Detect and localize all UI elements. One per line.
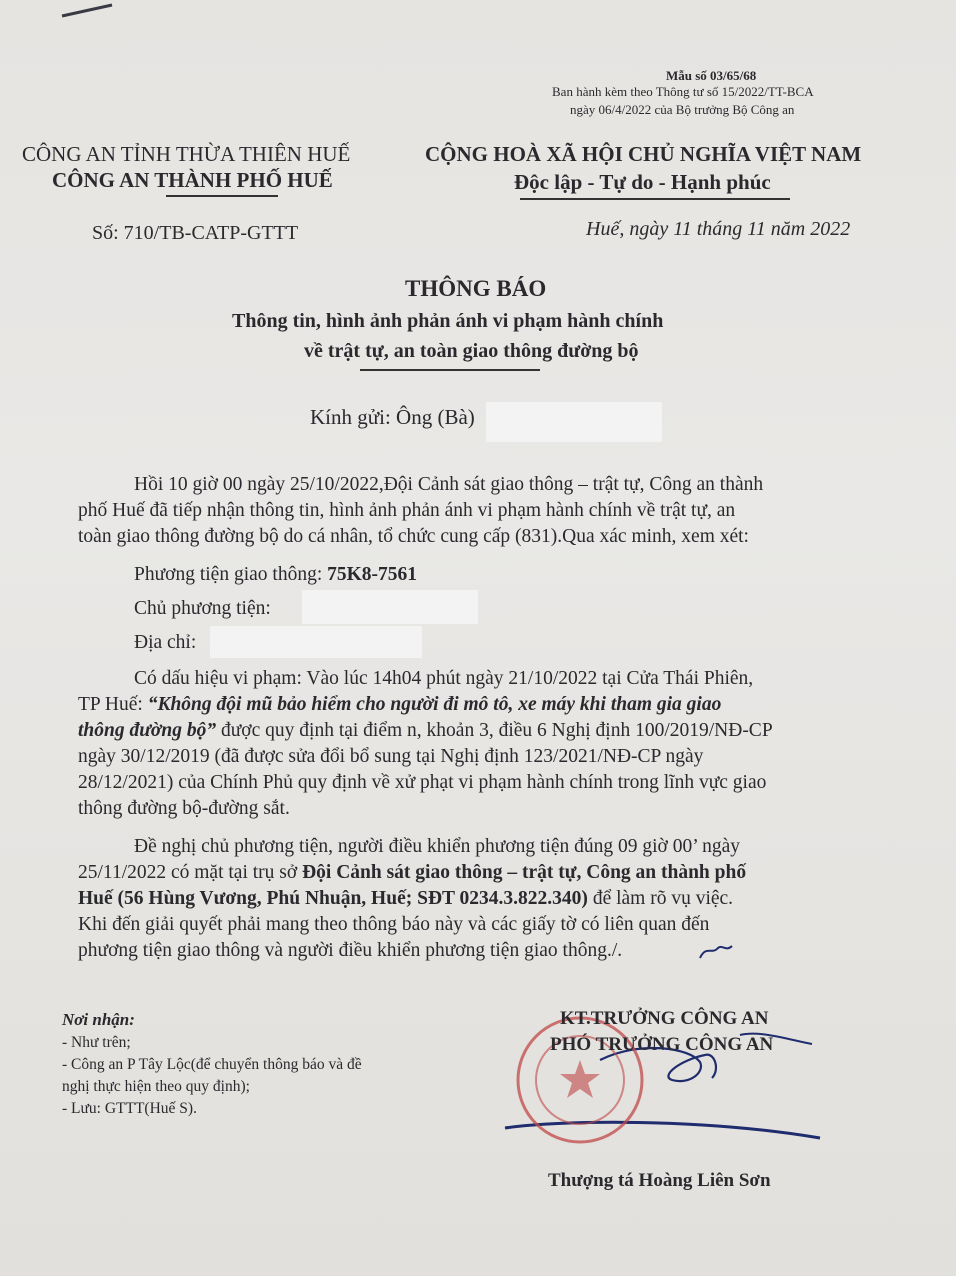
text-line: toàn giao thông đường bộ do cá nhân, tổ chức cung cấp (831).Qua xác minh, xem xét: (78, 526, 749, 547)
issued-note-1: Ban hành kèm theo Thông tư số 15/2022/TT-BCA (552, 84, 814, 99)
violation-quote: “Không đội mũ bảo hiểm cho người đi mô tô, xe máy khi tham gia giao (147, 694, 722, 715)
redacted-recipient (486, 402, 662, 442)
redacted-owner (302, 590, 478, 624)
document-title: THÔNG BÁO (405, 276, 547, 301)
agency-parent: CÔNG AN TỈNH THỪA THIÊN HUẾ (22, 142, 351, 166)
national-motto: Độc lập - Tự do - Hạnh phúc (514, 170, 771, 194)
signature-title-1: KT.TRƯỞNG CÔNG AN (560, 1008, 769, 1029)
office-name: Đội Cảnh sát giao thông – trật tự, Công an thành phố (302, 862, 747, 883)
text-line (78, 718, 773, 744)
text-line: phương tiện giao thông và người điều khiển phương tiện giao thông./. (78, 940, 623, 961)
text-span: được quy định tại điểm n, khoản 3, điều 6 Nghị định 100/2019/NĐ-CP (216, 720, 773, 741)
recipient-item: - Lưu: GTTT(Huế S). (62, 1100, 197, 1117)
recipient-item: nghị thực hiện theo quy định); (62, 1078, 250, 1095)
recipient-item: - Như trên; (62, 1034, 131, 1051)
national-title: CỘNG HOÀ XÃ HỘI CHỦ NGHĨA VIỆT NAM (425, 142, 862, 166)
text-line (78, 860, 746, 886)
text-span: 25/11/2022 có mặt tại trụ sở (78, 862, 303, 883)
vehicle-label: Phương tiện giao thông: (134, 564, 328, 585)
recipient-item: - Công an P Tây Lộc(để chuyển thông báo và đề (62, 1056, 362, 1073)
text-line: thông đường bộ-đường sắt. (78, 798, 290, 819)
document-subtitle-2: về trật tự, an toàn giao thông đường bộ (304, 340, 639, 362)
recipients-title: Nơi nhận: (62, 1010, 135, 1029)
address-label: Địa chỉ: (134, 632, 197, 653)
agency-name: CÔNG AN THÀNH PHỐ HUẾ (52, 168, 333, 192)
document-subtitle-1: Thông tin, hình ảnh phản ánh vi phạm hành chính (232, 310, 664, 332)
agency-underline (166, 195, 278, 197)
text-span: TP Huế: (78, 694, 148, 715)
subtitle-underline (360, 369, 540, 371)
violation-quote-end: thông đường bộ” (78, 720, 217, 741)
vehicle-line (134, 562, 417, 588)
document-date: Huế, ngày 11 tháng 11 năm 2022 (586, 218, 851, 240)
owner-label: Chủ phương tiện: (134, 598, 271, 619)
issued-note-2: ngày 06/4/2022 của Bộ trưởng Bộ Công an (570, 102, 795, 117)
text-line: Hồi 10 giờ 00 ngày 25/10/2022,Đội Cảnh sát giao thông – trật tự, Công an thành (134, 474, 764, 495)
text-line: Đề nghị chủ phương tiện, người điều khiển phương tiện đúng 09 giờ 00’ ngày (134, 836, 741, 857)
text-line: Khi đến giải quyết phải mang theo thông báo này và các giấy tờ có liên quan đến (78, 914, 710, 935)
office-address: Huế (56 Hùng Vương, Phú Nhuận, Huế; SĐT 0234.3.822.340) (78, 888, 588, 909)
vehicle-plate: 75K8-7561 (327, 564, 418, 585)
document-number: Số: 710/TB-CATP-GTTT (92, 222, 299, 244)
text-line: phố Huế đã tiếp nhận thông tin, hình ảnh phản ánh vi phạm hành chính về trật tự, an (78, 500, 736, 521)
text-line: ngày 30/12/2019 (đã được sửa đổi bổ sung tại Nghị định 123/2021/NĐ-CP ngày (78, 746, 704, 767)
text-line (78, 692, 721, 718)
signer-name: Thượng tá Hoàng Liên Sơn (548, 1170, 771, 1191)
signature-title-2: PHÓ TRƯỞNG CÔNG AN (550, 1034, 774, 1055)
official-seal (510, 1010, 650, 1150)
motto-underline (520, 198, 790, 200)
form-code: Mẫu số 03/65/68 (666, 68, 757, 83)
redacted-address (210, 626, 422, 658)
text-span: để làm rõ vụ việc. (587, 888, 734, 909)
text-line (78, 886, 733, 912)
text-line: 28/12/2021) của Chính Phủ quy định về xử phạt vi phạm hành chính trong lĩnh vực giao (78, 772, 767, 793)
recipient-line: Kính gửi: Ông (Bà) (310, 405, 475, 429)
text-line: Có dấu hiệu vi phạm: Vào lúc 14h04 phút ngày 21/10/2022 tại Cửa Thái Phiên, (134, 668, 754, 689)
